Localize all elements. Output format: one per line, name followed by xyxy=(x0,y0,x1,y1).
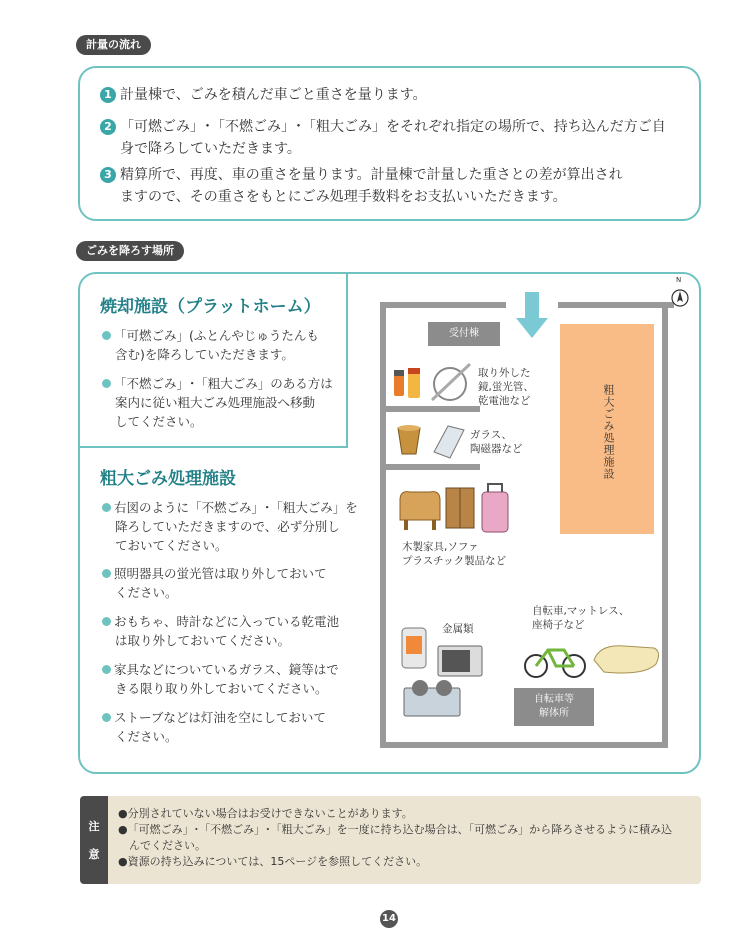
caution-side-label xyxy=(80,796,108,884)
unload-location-box xyxy=(78,272,701,774)
section-tag-unload-location: ごみを降ろす場所 xyxy=(76,241,184,261)
zone-label-glass xyxy=(470,428,523,456)
bulky-facility-title: 粗大ごみ処理施設 xyxy=(100,469,236,489)
zone-text: ガラス、 xyxy=(470,429,512,441)
zone-label-furniture xyxy=(402,540,506,568)
caution-line: んでください。 xyxy=(118,839,206,852)
area-text: 自転車等 xyxy=(534,694,574,705)
step-text-cont: ますので、その重さをもとにごみ処理手数料をお支払いいただきます。 xyxy=(120,189,567,205)
step-text: 計量棟で、ごみを積んだ車ごと重さを量ります。 xyxy=(120,87,427,103)
zone-label-mirrors xyxy=(478,366,534,408)
bullet-text: 降ろしていただきますので、必ず分別し xyxy=(115,519,340,534)
zone-text: 陶磁器など xyxy=(470,443,523,455)
bulky-bullet xyxy=(102,498,358,555)
bulky-facility-label: 粗大ごみ処理施設 xyxy=(602,384,615,480)
flow-step-3 xyxy=(100,164,680,208)
bullet-text: 案内に従い粗大ごみ処理施設へ移動 xyxy=(115,395,316,410)
step-number-badge: 1 xyxy=(100,87,116,103)
map-wall xyxy=(386,406,480,412)
page-number: 14 xyxy=(380,910,398,928)
platform-bullet xyxy=(102,374,333,431)
bullet-dot xyxy=(102,503,111,512)
bullet-text: ストーブなどは灯油を空にしておいて xyxy=(114,710,326,725)
bullet-dot xyxy=(102,331,111,340)
entrance-arrow-icon xyxy=(514,292,550,340)
bullet-text: 含む)を降ろしていただきます。 xyxy=(115,347,294,362)
bullet-dot xyxy=(102,569,111,578)
step-text: 精算所で、再度、車の重さを量ります。計量棟で計量した重さとの差が算出され xyxy=(120,167,623,183)
step-text-cont: 身で降ろしていただきます。 xyxy=(120,141,301,157)
bullet-text: 照明器具の蛍光管は取り外しておいて xyxy=(114,566,327,581)
zone-text: プラスチック製品など xyxy=(402,555,507,567)
zone-text: 鏡,蛍光管、 xyxy=(478,381,534,393)
bullet-dot xyxy=(102,665,111,674)
zone-text: 座椅子など xyxy=(532,619,585,631)
bullet-dot xyxy=(102,379,111,388)
bicycle-mattress-icon xyxy=(524,638,664,682)
step-number-badge: 2 xyxy=(100,119,116,135)
north-label: N xyxy=(676,276,682,284)
caution-char: 注 xyxy=(88,820,100,833)
bulky-bullet xyxy=(102,708,326,746)
flow-step-2 xyxy=(100,116,680,160)
map-wall xyxy=(558,302,674,308)
north-compass-icon xyxy=(670,282,690,308)
bullet-dot xyxy=(102,617,111,626)
weighing-flow-box xyxy=(78,66,701,221)
caution-line: ●資源の持ち込みについては、15ページを参照してください。 xyxy=(118,855,428,868)
platform-title: 焼却施設（プラットホーム） xyxy=(100,297,321,317)
battery-fluorescent-icon xyxy=(392,360,476,404)
caution-char: 意 xyxy=(88,848,100,861)
bullet-dot xyxy=(102,713,111,722)
bullet-text: 「不燃ごみ」･「粗大ごみ」のある方は xyxy=(114,376,333,391)
bullet-text: きる限り取り外しておいてください。 xyxy=(115,681,328,696)
furniture-icon xyxy=(396,480,516,540)
metal-appliances-icon xyxy=(398,624,490,724)
bulky-bullet xyxy=(102,660,339,698)
zone-text: 自転車,マットレス、 xyxy=(532,605,630,617)
zone-label-metal: 金属類 xyxy=(442,623,474,635)
caution-note xyxy=(80,796,701,884)
bulky-bullet xyxy=(102,564,327,602)
zone-text: 木製家具,ソファ xyxy=(402,541,479,553)
step-number-badge: 3 xyxy=(100,167,116,183)
bullet-text: は取り外しておいてください。 xyxy=(115,633,291,648)
section-tag-weighing-flow: 計量の流れ xyxy=(76,35,151,55)
caution-line: ●「可燃ごみ」･「不燃ごみ」･「粗大ごみ」を一度に持ち込む場合は、「可燃ごみ」から降ろさせるように積み込 xyxy=(118,823,673,836)
zone-label-bicycle xyxy=(532,604,629,632)
map-wall xyxy=(386,464,480,470)
bullet-text: ておいてください。 xyxy=(115,538,228,553)
step-text: 「可燃ごみ」･「不燃ごみ」･「粗大ごみ」をそれぞれ指定の場所で、持ち込んだ方ご自 xyxy=(120,119,666,135)
bullet-text: 右図のように「不燃ごみ」･「粗大ごみ」を xyxy=(114,500,358,515)
pot-glass-icon xyxy=(394,422,466,462)
caution-line: ●分別されていない場合はお受けできないことがあります。 xyxy=(118,807,413,820)
bullet-text: ください。 xyxy=(115,729,178,744)
zone-text: 乾電池など xyxy=(478,395,531,407)
bullet-text: してください。 xyxy=(115,414,203,429)
platform-bullet xyxy=(102,326,319,364)
bullet-text: ください。 xyxy=(115,585,178,600)
zone-text: 取り外した xyxy=(478,367,531,379)
reception-building: 受付棟 xyxy=(428,322,500,346)
bullet-text: 家具などについているガラス、鏡等はで xyxy=(114,662,339,677)
bullet-text: おもちゃ、時計などに入っている乾電池 xyxy=(114,614,340,629)
bulky-bullet xyxy=(102,612,339,650)
area-text: 解体所 xyxy=(539,708,569,719)
bullet-text: 「可燃ごみ」(ふとんやじゅうたんも xyxy=(114,328,319,343)
map-wall xyxy=(380,302,506,308)
caution-text xyxy=(118,806,693,870)
flow-step-1 xyxy=(100,84,680,106)
bicycle-dismantling-area xyxy=(514,688,594,726)
